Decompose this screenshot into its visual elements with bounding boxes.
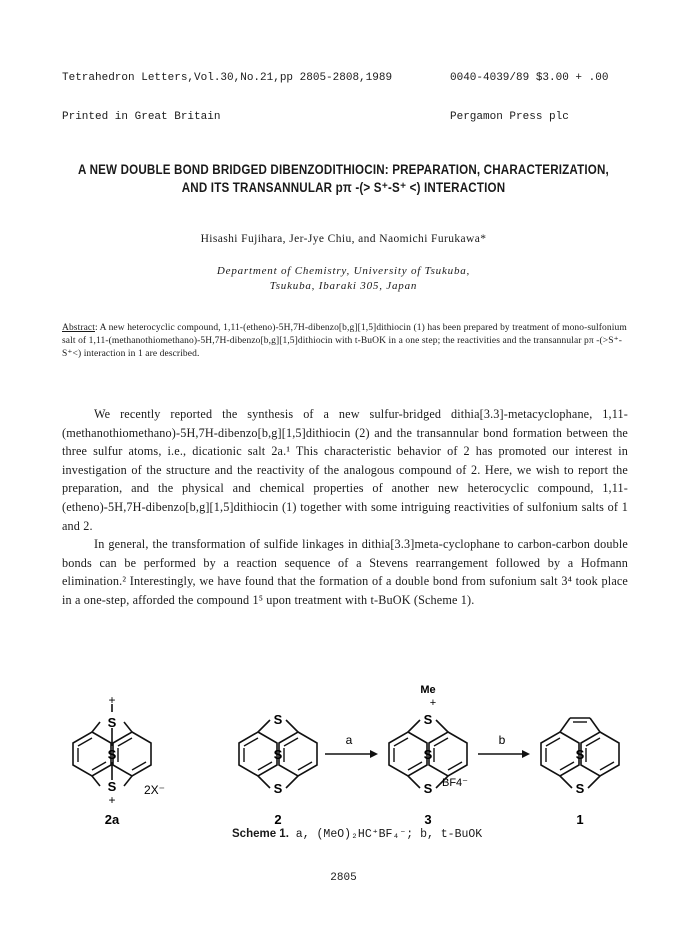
reaction-arrow-a [325,733,378,758]
reaction-arrow-b [478,733,530,758]
affiliation-line2: Tsukuba, Ibaraki 305, Japan [269,280,418,292]
plus-charge: + [429,697,437,709]
compound-label-3: 3 [424,812,432,827]
structure-3 [389,684,468,827]
structure-2a [73,693,165,827]
sulfur-atom: S [107,747,117,762]
sulfur-atom: S [107,779,117,794]
affiliation [0,264,687,294]
arrow-label-a: a [345,733,353,747]
compound-label-2a: 2a [104,812,120,827]
abstract [62,322,628,361]
paragraph-2: In general, the transformation of sulfide linkages in dithia[3.3]meta-cyclophane to carbon-carbon double bonds can be performed by a reaction sequence of a Stevens rearrangement followed by a Hofmann elimination.² Interestingly, we have found that the formation of a double bond from sufonium salt 3⁴ took place in a one-step, afforded the compound 1⁵ upon treatment with t-BuOK (Scheme 1). [62,537,628,607]
page-number: 2805 [330,872,357,884]
sulfur-atom: S [575,747,585,762]
sulfur-atom: S [423,747,433,762]
publisher-info [450,46,608,137]
compound-label-2: 2 [274,812,282,827]
methyl-label: Me [420,684,436,696]
arrow-label-b: b [498,733,506,747]
affiliation-line1: Department of Chemistry, University of Tsukuba, [216,265,471,277]
paragraph-1: We recently reported the synthesis of a new sulfur-bridged dithia[3.3]-metacyclophane, 1,11-(methanothiomethano)-5H,7H-dibenzo[b,g][1,5]dithiocin (2) and the transannular bond formation between the three sulfur atoms, i.e., dicationic salt 2a.¹ This characteristic behavior of 2 has promoted our interest in investigation of the structure and the reactivity of the analogous compound of 2. Here, we wish to report the preparation, and the physical and chemical properties of another new heterocyclic compound, 1,11-(etheno)-5H,7H-dibenzo[b,g][1,5]dithiocin (1) together with some intriguing reactivities of sulfonium salts of 1 and 2. [62,407,628,533]
scheme-1-diagram [40,682,660,842]
publisher-name: Pergamon Press plc [450,111,569,123]
scheme-caption [232,826,482,841]
structure-1 [541,718,619,827]
plus-top: + [108,693,116,707]
counterion-bf4: BF4⁻ [442,777,468,789]
counterion-label: 2X⁻ [144,783,166,797]
paper-title-line1: A NEW DOUBLE BOND BRIDGED DIBENZODITHIOCIN: PREPARATION, CHARACTERIZATION, [78,162,609,177]
structure-2 [239,712,317,827]
sulfur-atom: S [107,715,117,730]
issn-price: 0040-4039/89 $3.00 + .00 [450,72,609,84]
sulfur-atom: S [273,712,283,727]
compound-label-1: 1 [576,812,584,827]
author-list: Hisashi Fujihara, Jer-Jye Chiu, and Naomichi Furukawa* [200,233,487,245]
abstract-label: Abstract [62,323,95,333]
sulfur-atom: S [575,781,585,796]
journal-citation-line2: Printed in Great Britain [62,111,221,123]
abstract-text: : A new heterocyclic compound, 1,11-(etheno)-5H,7H-dibenzo[b,g][1,5]dithiocin (1) has been prepared by treatment of mono-sulfonium salt of 1,11-(methanothiomethano)-5H,7H-dibenzo[b,g][1,5]dithiocin with t-BuOK in a one step; the reactivities and the transannular pπ -(>S⁺-S⁺<) interaction in 1 are described. [62,323,627,359]
sulfur-atom: S [273,747,283,762]
body-text [62,405,628,610]
sulfur-atom: S [273,781,283,796]
sulfur-atom: S [423,781,433,796]
paper-title-line2: AND ITS TRANSANNULAR pπ -(> S⁺-S⁺ <) INTERACTION [181,180,506,195]
scheme-caption-label: Scheme 1. [232,828,289,840]
journal-citation-line1: Tetrahedron Letters,Vol.30,No.21,pp 2805-2808,1989 [62,72,393,84]
sulfur-atom: S [423,712,433,727]
scheme-caption-text: a, (MeO)₂HC⁺BF₄⁻; b, t-BuOK [288,828,483,841]
journal-citation [62,46,392,137]
plus-bottom: + [108,793,116,807]
